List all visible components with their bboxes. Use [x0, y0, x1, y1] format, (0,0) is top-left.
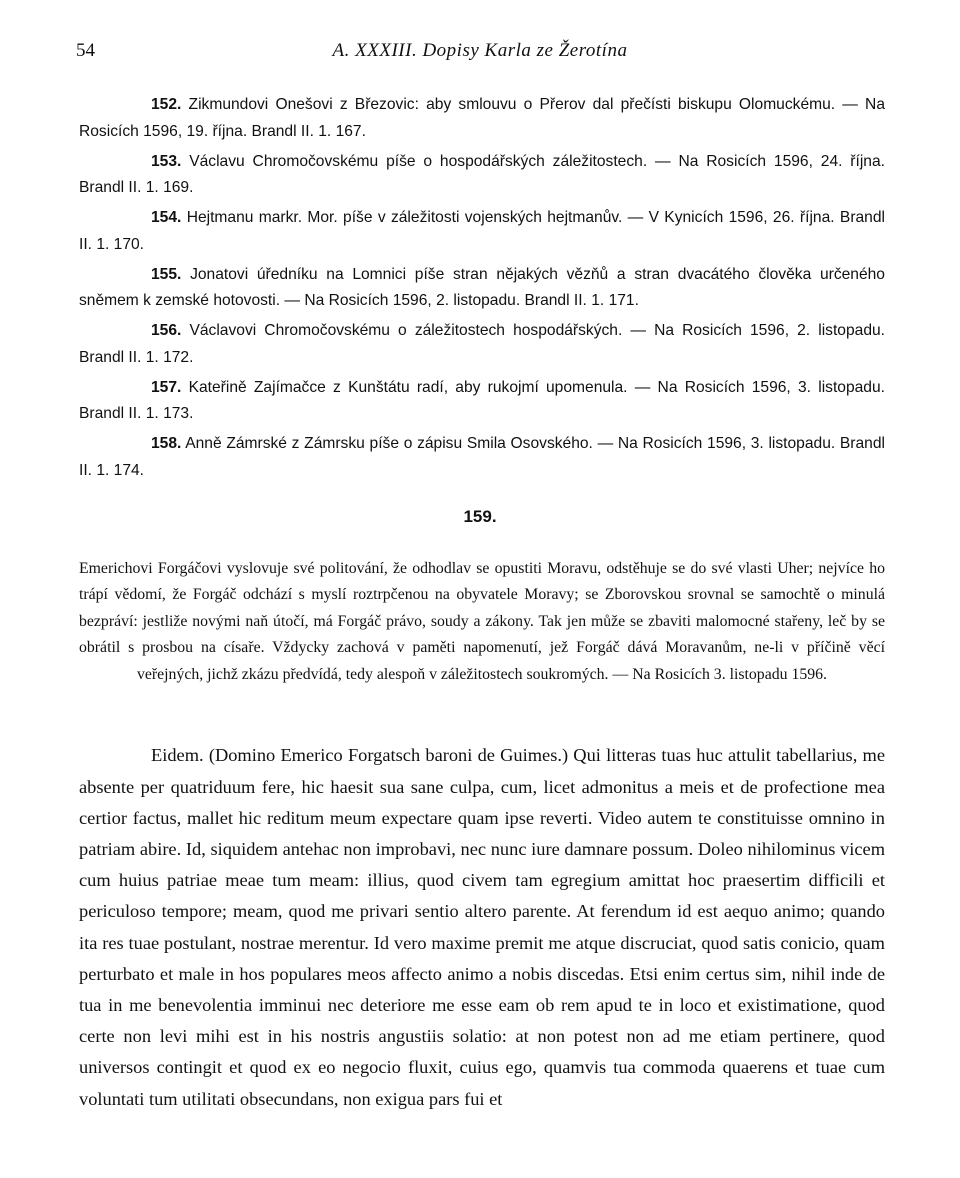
- regest-text: Zikmundovi Onešovi z Březovic: aby smlouvu o Přerov dal přečísti biskupu Olomuckému. — Na Rosicích 1596, 19. října. Brandl II. 1. 167.: [79, 96, 885, 140]
- regest-number: 153.: [151, 152, 182, 170]
- regest-number: 155.: [151, 265, 182, 283]
- regest-text: Václavovi Chromočovskému o záležitostech hospodářských. — Na Rosicích 1596, 2. listopadu. Brandl II. 1. 172.: [79, 322, 885, 366]
- regest-entry: [79, 205, 885, 258]
- regest-entry: [79, 149, 885, 202]
- regest-entry: [79, 318, 885, 371]
- regest-text: Kateřině Zajímačce z Kunštátu radí, aby rukojmí upomenula. — Na Rosicích 1596, 3. listopadu. Brandl II. 1. 173.: [79, 378, 885, 422]
- regest-number: 157.: [151, 378, 182, 396]
- regest-number: 154.: [151, 209, 182, 226]
- regest-number: 158.: [151, 435, 182, 452]
- running-title: A. XXXIII. Dopisy Karla ze Žerotína: [332, 40, 628, 61]
- letter-text: Eidem. (Domino Emerico Forgatsch baroni de Guimes.) Qui litteras tuas huc attulit tabellarius, me absente per quatriduum fere, hic haesit sua sane culpa, cum, licet admonitus a meis et de profectione mea certior factus, mallet hic reditum meum expectare quam ipse reverti. Video autem te constituisse omnino in patriam abire. Id, siquidem antehac non improbavi, nec nunc iure damnare possum. Doleo nihilominus vicem cum huius patriae meae tum meam: illius, quod civem tam egregium amittat hoc praesertim difficili et periculoso tempore; meam, quod me privari sentio altero parente. At ferendum id est aequo animo; quando ita res tuae postulant, nostrae merentur. Id vero maxime premit me atque discruciat, quod satis conicio, quam perturbato et male in hos populares meos affecto animo a nobis discedas. Etsi enim certus sim, nihil inde de tua in me benevolentia imminui nec deteriore me esse eam ob rem apud te in loco et existimatione, quod certe non levi mihi est in his nostris angustiis solatio: at non potest non ad me etiam pertinere, quod universos contingit et quod ex eo negocio fluxit, cuius ego, quamvis tua commoda quaerens et tuae cum voluntati tum utilitati obsecundans, non exigua pars fui et: [79, 745, 885, 1109]
- regest-number: 156.: [151, 322, 182, 339]
- letter-summary: Emerichovi Forgáčovi vyslovuje své politování, že odhodlav se opustiti Moravu, odstěhuje se do své vlasti Uher; nejvíce ho trápí vědomí, že Forgáč odchází s myslí roztrpčenou na obyvatele Moravy; se Zborovskou srovnal se samochtě o minulá bezpráví: jestliže novými naň útočí, má Forgáč právo, soudy a zákony. Tak jen může se zbaviti malomocné stařeny, leč by se obrátil s prosbou na císaře. Vždycky zachová v paměti napomenutí, jež Forgáč dává Moravanům, ne-li v příčině věcí veřejných, jichž zkázu předvídá, tedy alespoň v záležitostech soukromých. — Na Rosicích 3. listopadu 1596.: [79, 559, 885, 683]
- regest-text: Václavu Chromočovskému píše o hospodářských záležitostech. — Na Rosicích 1596, 24. října. Brandl II. 1. 169.: [79, 152, 885, 196]
- regest-text: Jonatovi úředníku na Lomnici píše stran nějakých vězňů a stran dvacátého člověka určeného sněmem k zemské hotovosti. — Na Rosicích 1596, 2. listopadu. Brandl II. 1. 171.: [79, 265, 885, 309]
- regest-entry: [79, 262, 885, 315]
- regest-list: [79, 92, 885, 488]
- regest-entry: [79, 92, 885, 145]
- regest-entry: [79, 431, 885, 484]
- regest-number: 152.: [151, 96, 182, 113]
- regest-entry: [79, 375, 885, 428]
- page-number: 54: [76, 40, 95, 61]
- running-header: [76, 40, 884, 70]
- regest-text: Anně Zámrské z Zámrsku píše o zápisu Smila Osovského. — Na Rosicích 1596, 3. listopadu. Brandl II. 1. 174.: [79, 435, 885, 479]
- regest-text: Hejtmanu markr. Mor. píše v záležitosti vojenských hejtmanův. — V Kynicích 1596, 26. října. Brandl II. 1. 170.: [79, 209, 885, 253]
- letter-number: 159.: [463, 507, 497, 526]
